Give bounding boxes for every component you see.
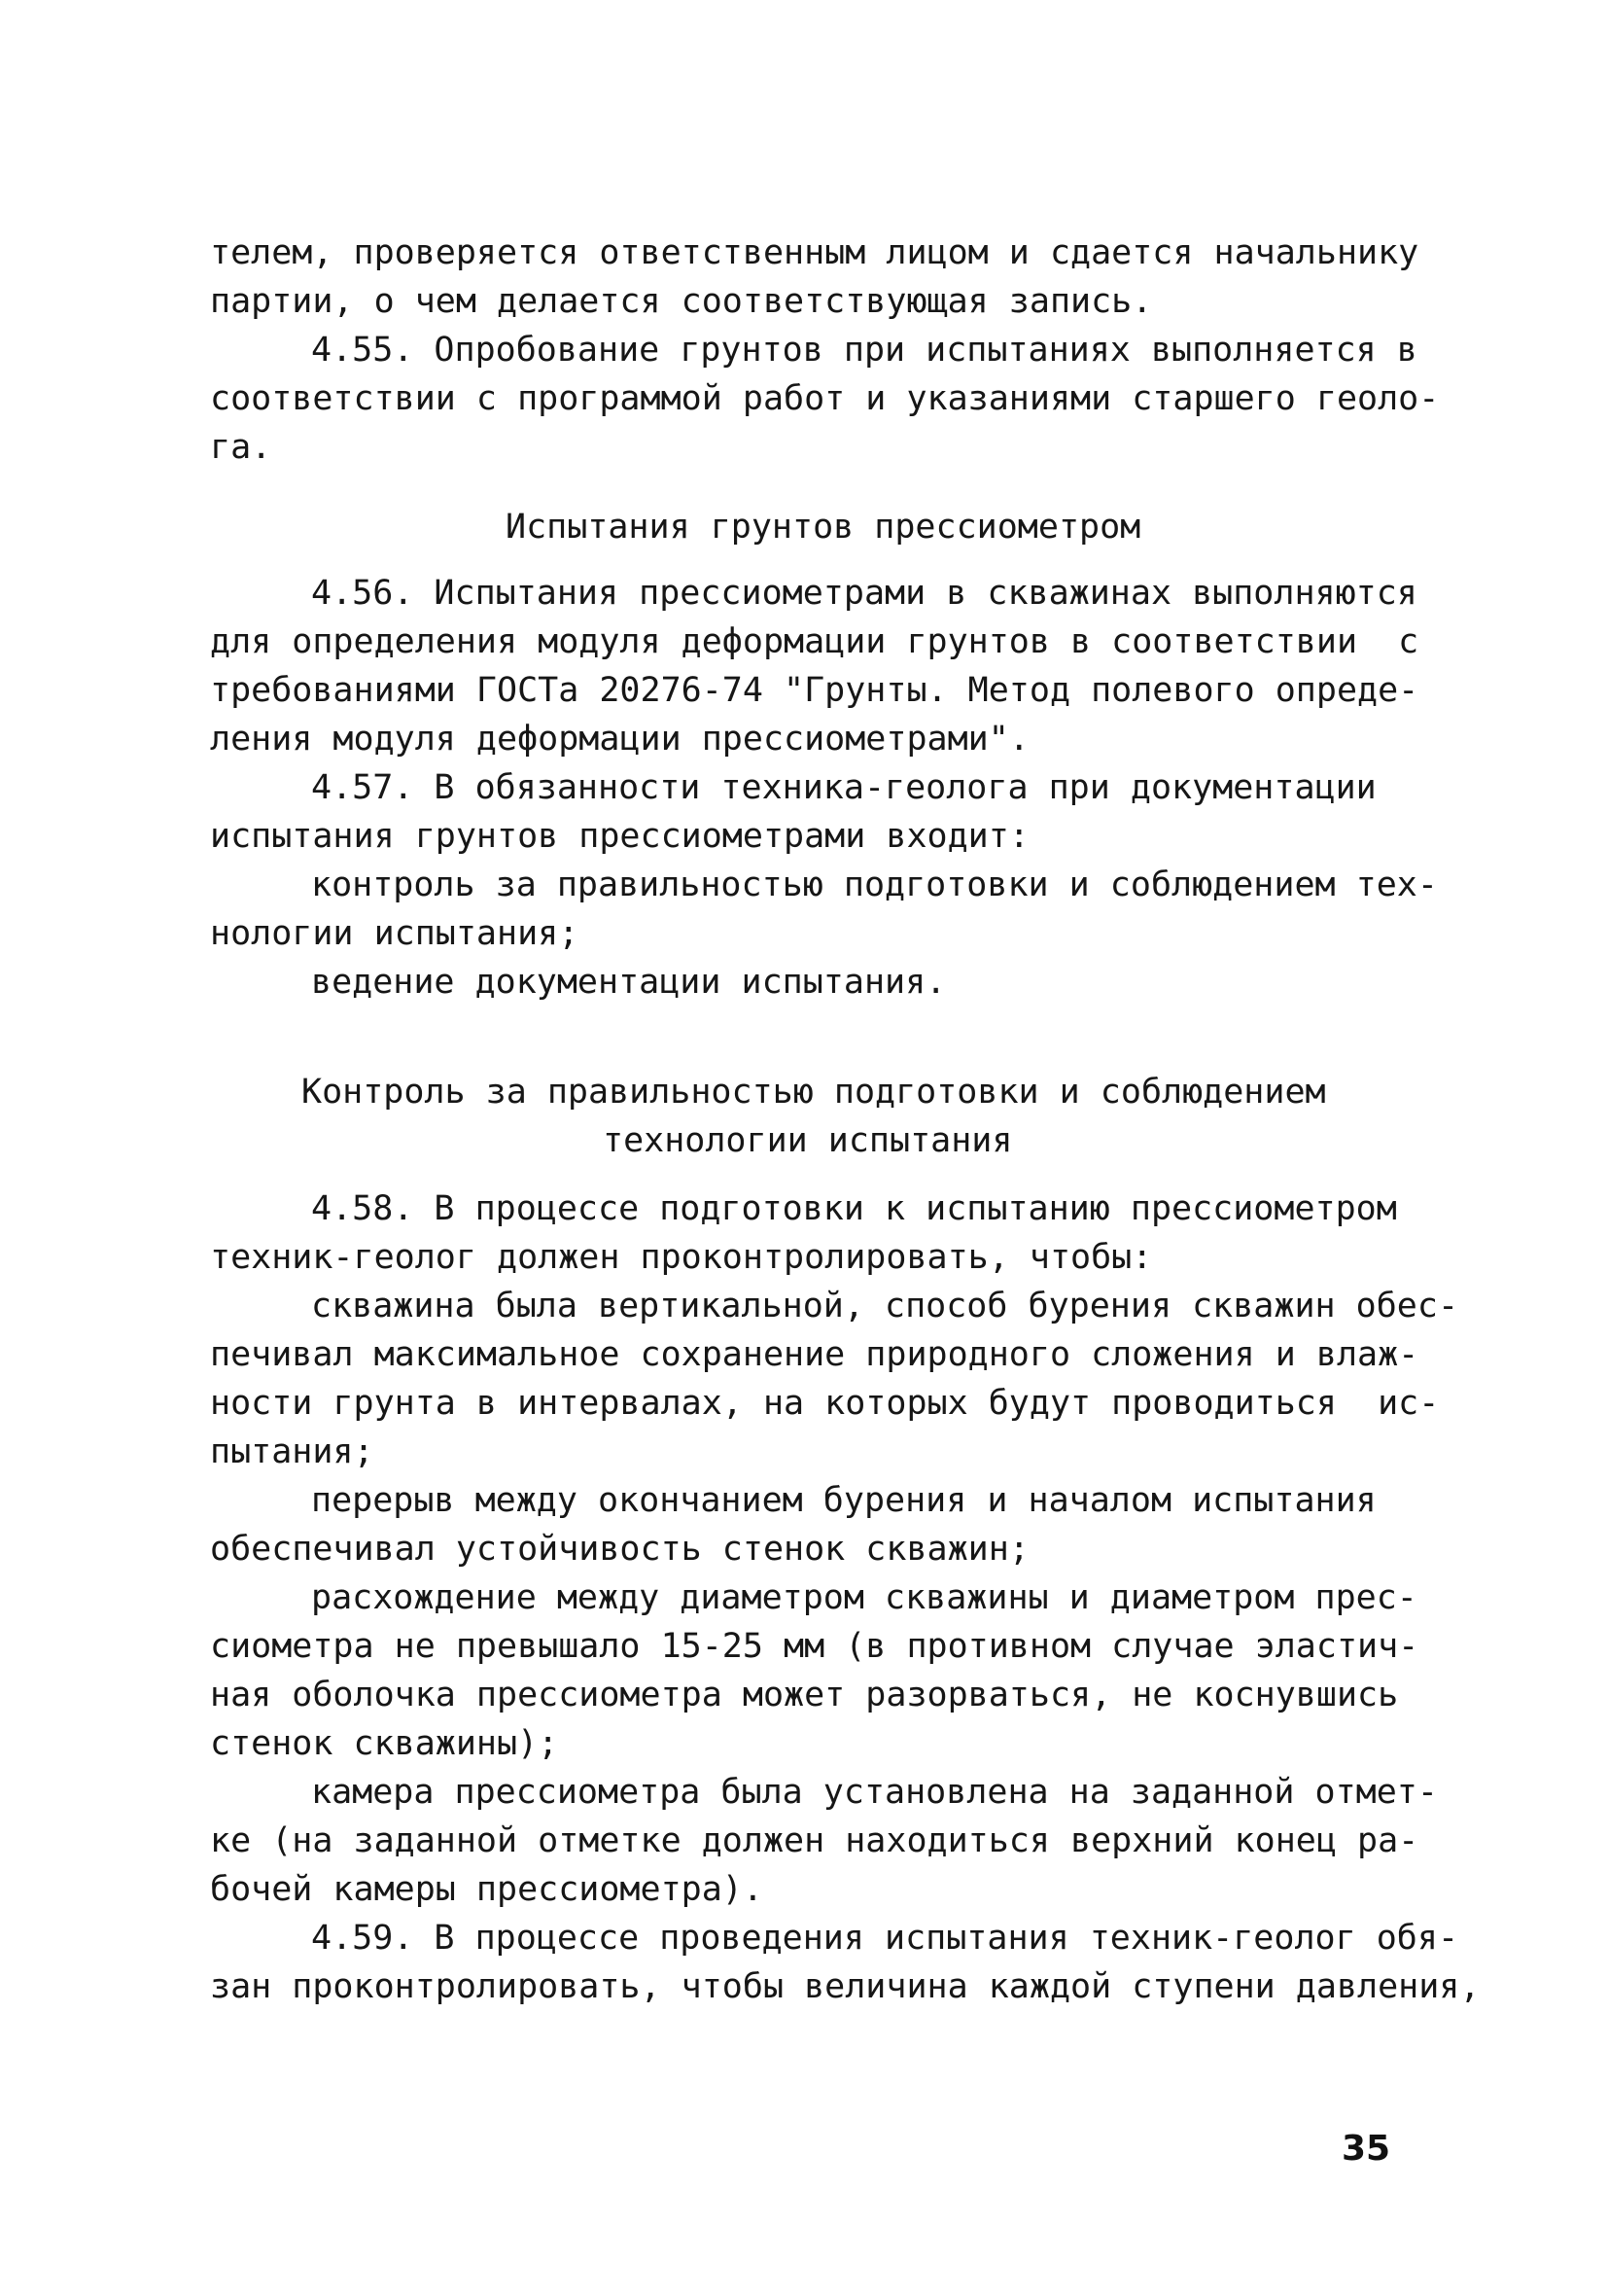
text-line: для определения модуля деформации грунтов в соответствии с — [210, 622, 1419, 661]
text-line: перерыв между окончанием бурения и началом испытания — [311, 1481, 1377, 1520]
text-line: 4.56. Испытания прессиометрами в скважинах выполняются — [311, 574, 1417, 613]
text-line: ления модуля деформации прессиометрами". — [210, 720, 1030, 759]
text-line: техник-геолог должен проконтролировать, чтобы: — [210, 1238, 1153, 1277]
text-line: ная оболочка прессиометра может разорваться, не коснувшись — [210, 1676, 1399, 1714]
section-heading: Испытания грунтов прессиометром — [506, 508, 1141, 547]
text-line: партии, о чем делается соответствующая запись. — [210, 282, 1153, 321]
section-heading: Контроль за правильностью подготовки и соблюдением — [301, 1073, 1326, 1112]
text-line: расхождение между диаметром скважины и диаметром прес- — [311, 1578, 1417, 1617]
text-line: камера прессиометра была установлена на заданной отмет- — [311, 1773, 1438, 1812]
text-line: 4.55. Опробование грунтов при испытаниях выполняется в — [311, 331, 1417, 370]
text-line: 4.57. В обязанности техника-геолога при документации — [311, 768, 1377, 807]
text-line: бочей камеры прессиометра). — [210, 1870, 763, 1909]
text-line: 4.58. В процессе подготовки к испытанию прессиометром — [311, 1189, 1397, 1228]
text-line: требованиями ГОСТа 20276-74 "Грунты. Метод полевого опреде- — [210, 671, 1419, 710]
text-line: скважина была вертикальной, способ бурения скважин обес- — [311, 1287, 1459, 1325]
text-line: контроль за правильностью подготовки и соблюдением тех- — [311, 865, 1438, 904]
text-line: испытания грунтов прессиометрами входит: — [210, 817, 1030, 856]
text-line: ведение документации испытания. — [311, 963, 947, 1002]
text-line: сиометра не превышало 15-25 мм (в противном случае эластич- — [210, 1627, 1419, 1666]
page-number: 35 — [1342, 2129, 1391, 2169]
section-heading: технологии испытания — [603, 1121, 1013, 1160]
text-line: печивал максимальное сохранение природного сложения и влаж- — [210, 1335, 1419, 1374]
text-line: зан проконтролировать, чтобы величина каждой ступени давления, — [210, 1967, 1481, 2006]
text-line: ке (на заданной отметке должен находиться верхний конец ра- — [210, 1821, 1419, 1860]
text-line: обеспечивал устойчивость стенок скважин; — [210, 1530, 1030, 1569]
text-line: 4.59. В процессе проведения испытания техник-геолог обя- — [311, 1919, 1459, 1958]
text-line: ности грунта в интервалах, на которых будут проводиться ис- — [210, 1384, 1440, 1423]
text-line: пытания; — [210, 1432, 374, 1471]
text-line: нологии испытания; — [210, 914, 579, 953]
text-line: стенок скважины); — [210, 1724, 559, 1763]
text-line: телем, проверяется ответственным лицом и сдается начальнику — [210, 233, 1419, 272]
text-line: га. — [210, 428, 272, 467]
text-line: соответствии с программой работ и указаниями старшего геоло- — [210, 379, 1440, 418]
